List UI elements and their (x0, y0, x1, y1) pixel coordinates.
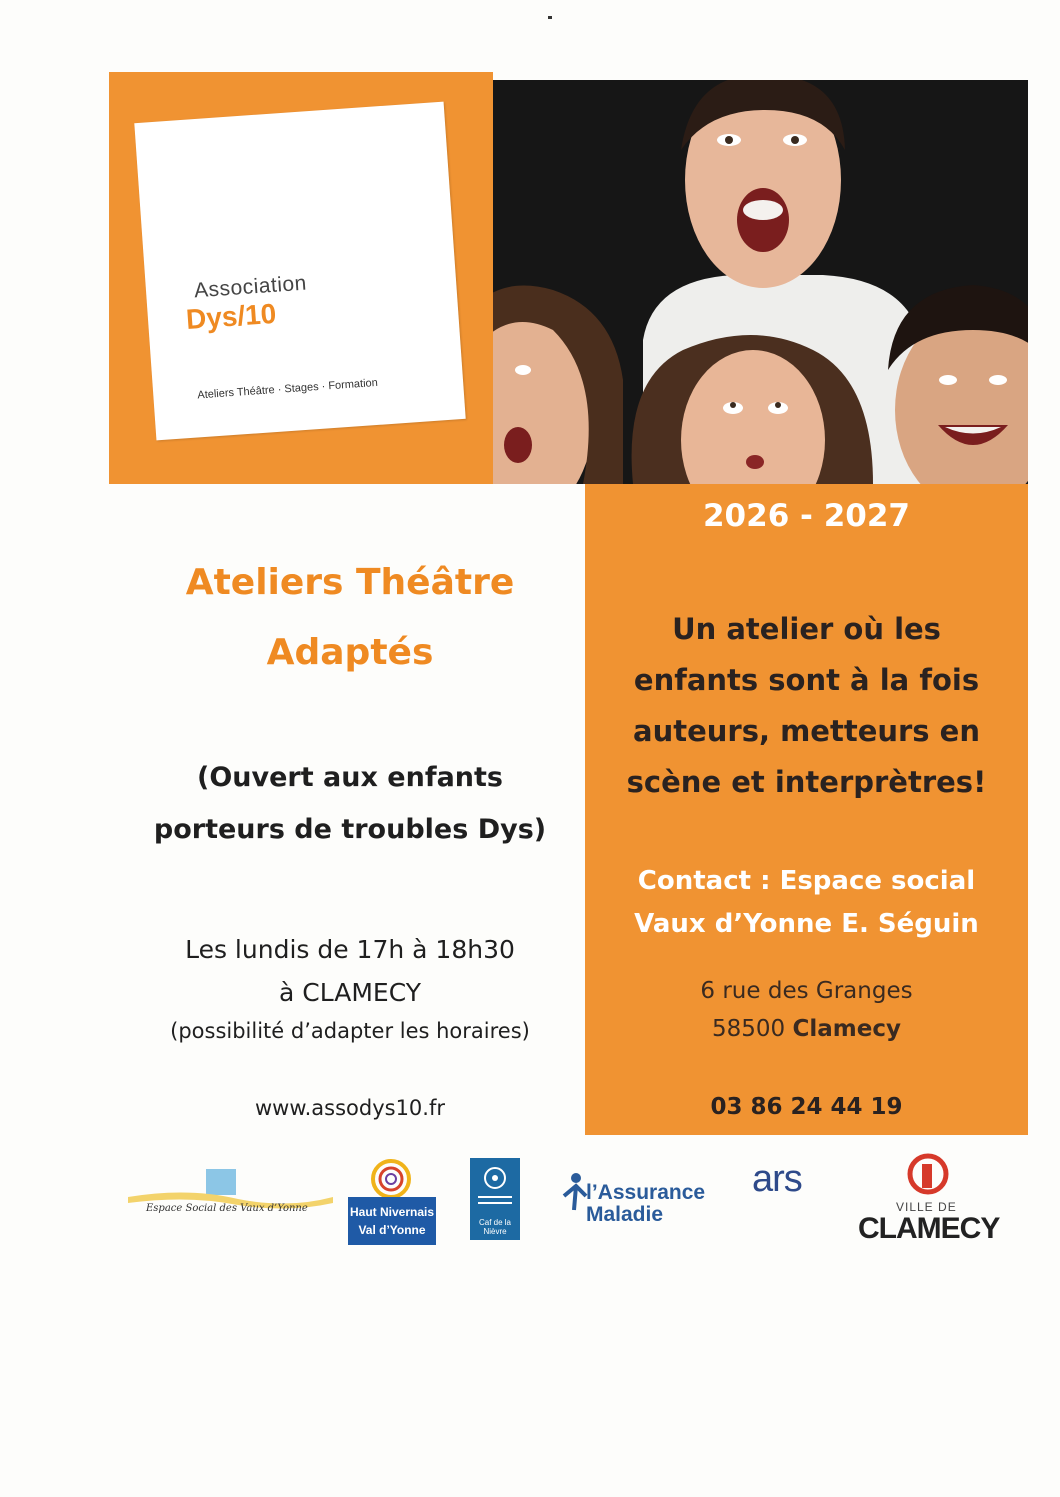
address-city-line (585, 1010, 1028, 1048)
title-line: Adaptés (266, 632, 434, 673)
assurance-maladie-logo (560, 1162, 730, 1228)
logo-association-text: Association (193, 271, 308, 303)
clamecy-big-text: CLAMECY (858, 1212, 1000, 1245)
address-street: 6 rue des Granges (700, 978, 913, 1004)
phone-number: 03 86 24 44 19 (710, 1094, 903, 1120)
schedule-line: à CLAMECY (279, 978, 421, 1007)
schedule-block (100, 928, 600, 1048)
pitch-line: enfants sont à la fois (633, 663, 980, 697)
workshop-pitch (585, 604, 1028, 808)
haut-nivernais-logo (346, 1155, 440, 1247)
spiral-icon (346, 1155, 440, 1199)
children-photo-illustration (493, 80, 1028, 484)
scan-speck (548, 16, 552, 19)
hnvy-line: Haut Nivernais (349, 1205, 435, 1219)
school-years: 2026 - 2027 (702, 498, 910, 534)
audience-line: (Ouvert aux enfants (196, 762, 503, 793)
am-line: l’Assurance (586, 1181, 706, 1204)
page-title (110, 548, 590, 688)
address-postcode: 58500 (712, 1016, 786, 1042)
pitch-line: scène et interprètres! (626, 765, 987, 799)
address-city: Clamecy (792, 1016, 901, 1042)
espace-social-emblem-icon (128, 1167, 333, 1227)
ars-name: ars (752, 1158, 802, 1200)
espace-social-name: Espace Social des Vaux d’Yonne (146, 1203, 308, 1214)
audience-line: porteurs de troubles Dys) (153, 814, 547, 845)
assurance-maladie-name (586, 1182, 705, 1226)
pitch-line: auteurs, metteurs en (633, 714, 980, 748)
ars-logo (752, 1158, 838, 1224)
caf-name: Caf de la Nièvre (478, 1218, 512, 1236)
contact-line: Vaux d’Yonne E. Séguin (634, 909, 979, 939)
children-photo (493, 80, 1028, 484)
espace-social-logo (128, 1167, 333, 1227)
contact-heading (585, 860, 1028, 946)
caf-emblem-icon (470, 1158, 520, 1214)
caf-logo (470, 1158, 520, 1240)
association-logo-card (134, 102, 465, 441)
clamecy-small-text: VILLE DE (896, 1200, 957, 1214)
haut-nivernais-box (348, 1197, 436, 1245)
audience-text (100, 752, 600, 856)
am-line: Maladie (586, 1203, 664, 1226)
ville-de-clamecy-logo (858, 1152, 1008, 1246)
title-line: Ateliers Théâtre (185, 562, 515, 603)
hnvy-line: Val d’Yonne (358, 1223, 426, 1237)
logo-dys10-text: Dys/10 (185, 297, 278, 336)
logo-tagline: Ateliers Théâtre · Stages · Formation (197, 376, 379, 402)
schedule-line: Les lundis de 17h à 18h30 (185, 935, 515, 964)
pitch-line: Un atelier où les (672, 612, 941, 646)
info-orange-panel (585, 484, 1028, 1135)
website-link[interactable]: www.assodys10.fr (255, 1096, 445, 1120)
schedule-note: (possibilité d’adapter les horaires) (170, 1019, 530, 1043)
contact-line: Contact : Espace social (637, 866, 976, 896)
clamecy-emblem-icon (858, 1152, 1008, 1200)
address-block (585, 972, 1028, 1048)
